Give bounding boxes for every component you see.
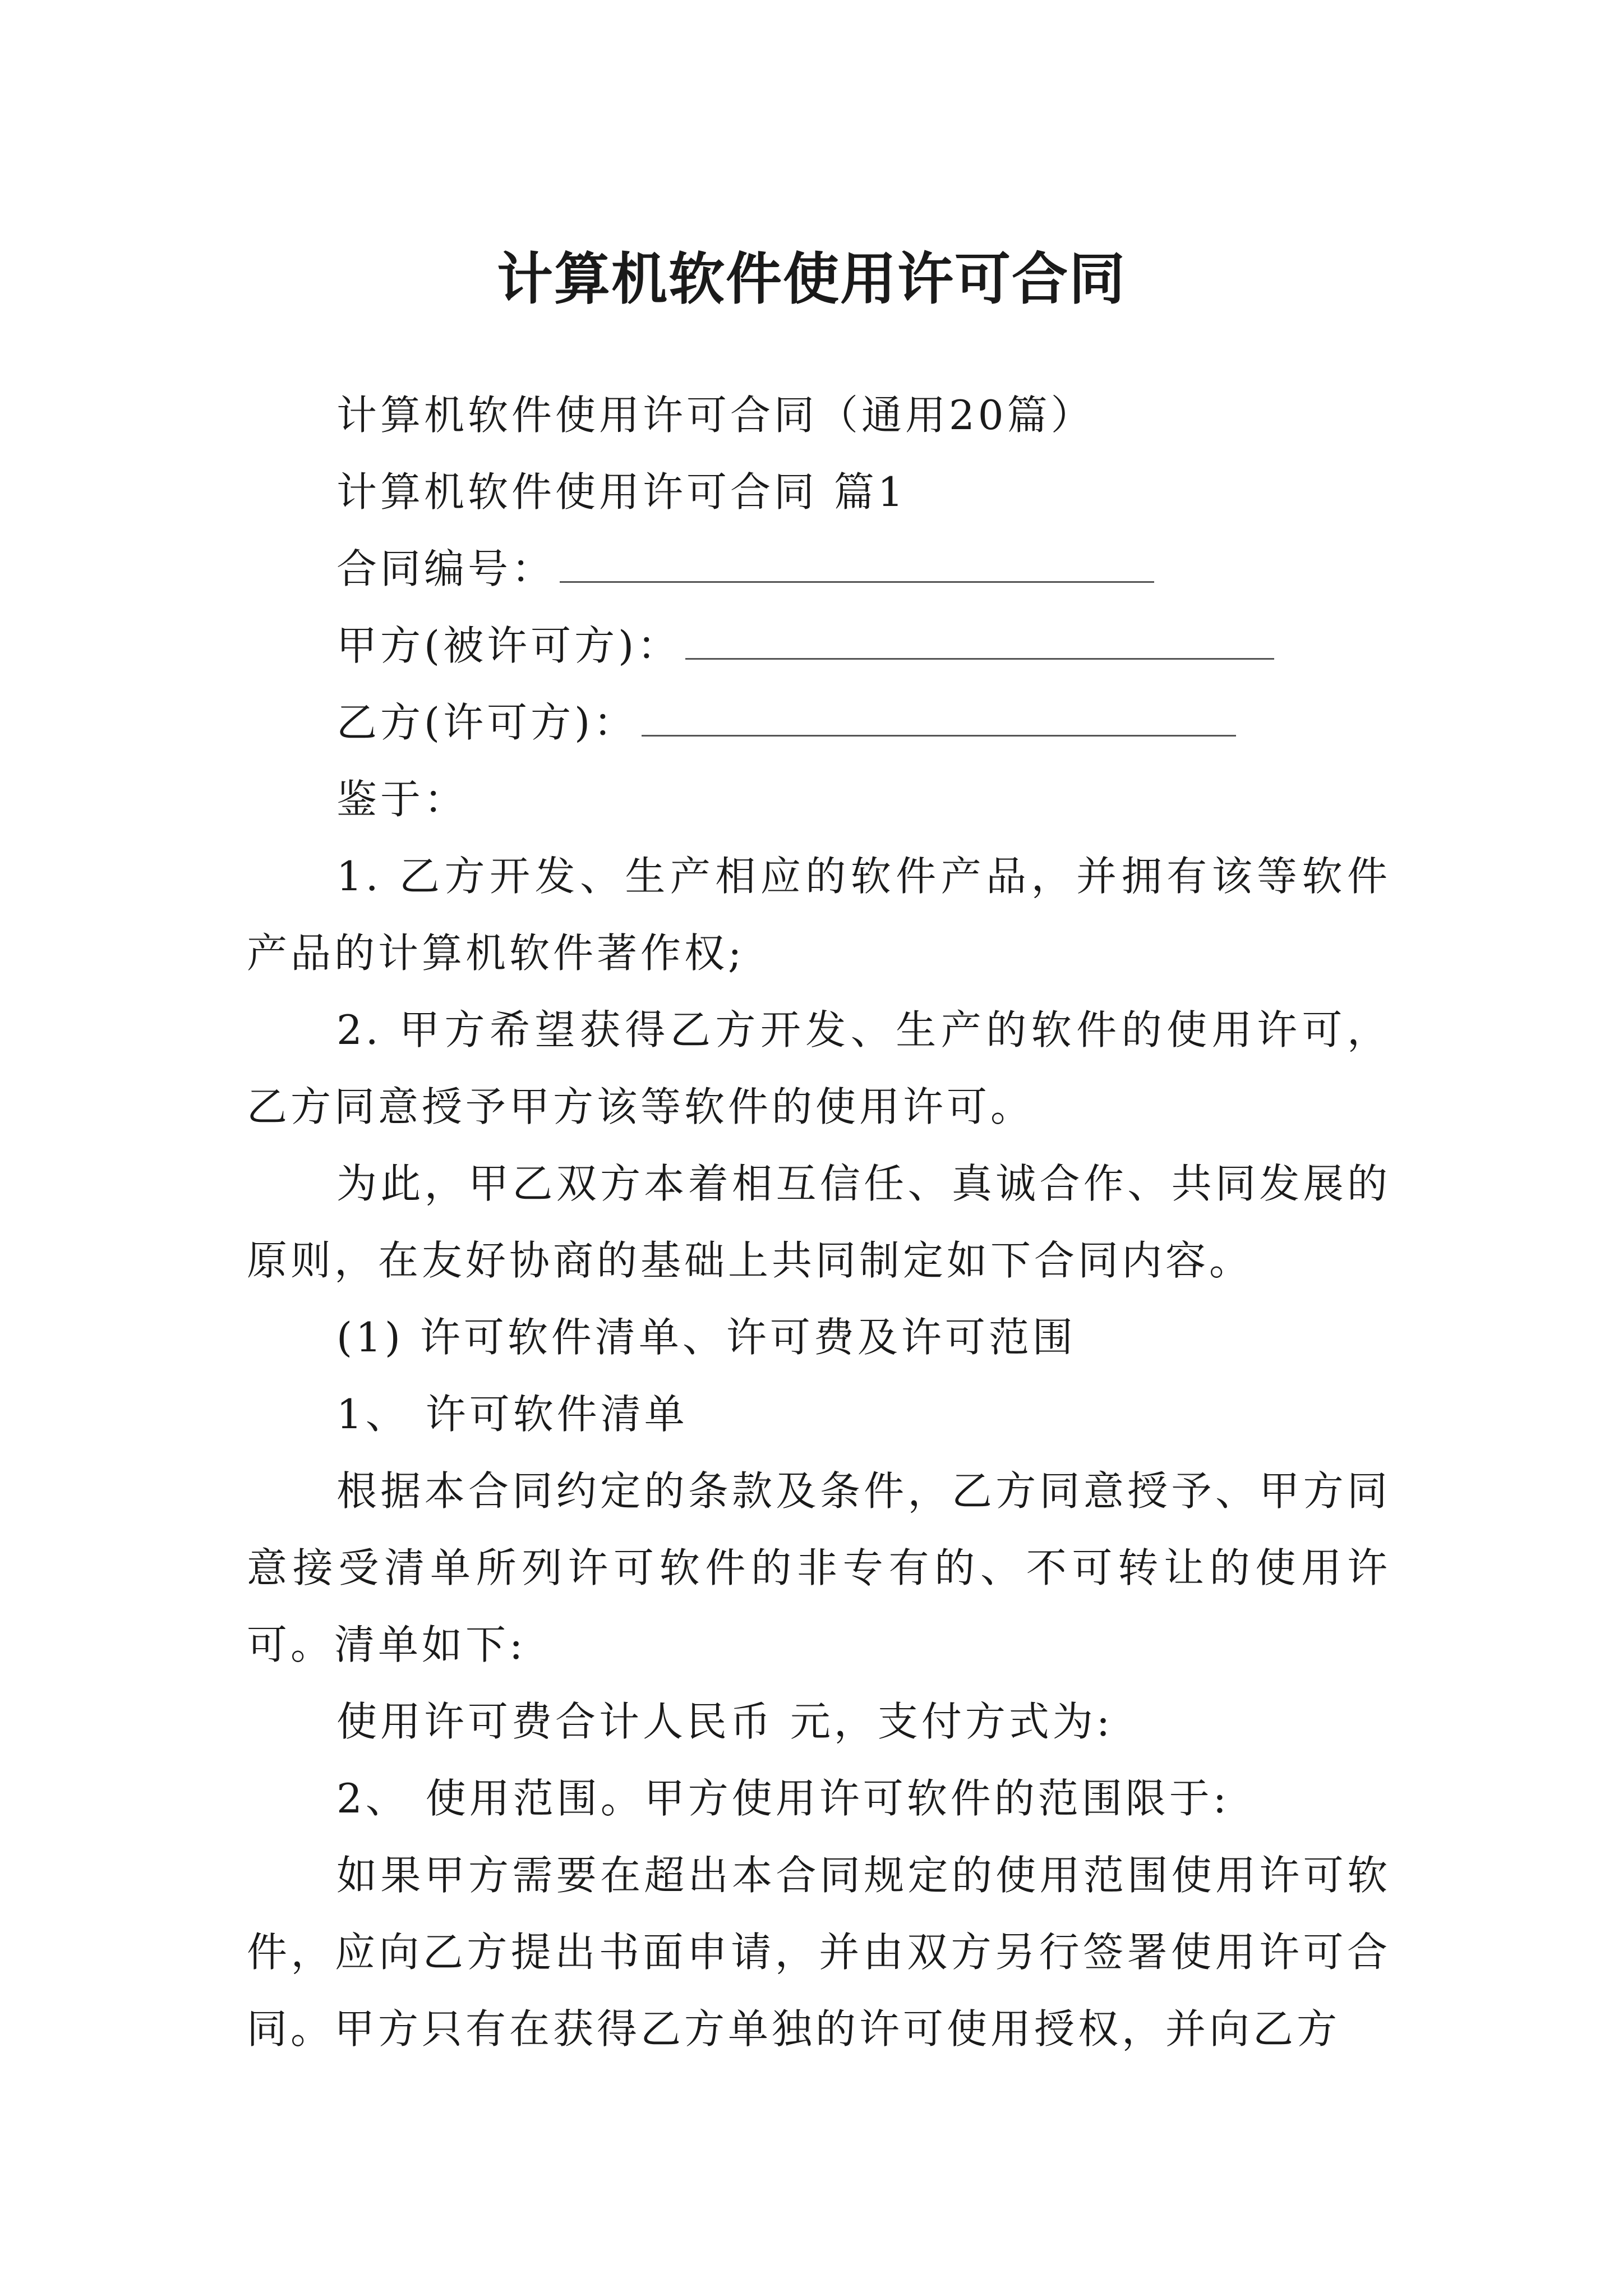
party-b-field (247, 684, 1391, 761)
party-b-label: 乙方(许可方)： (336, 699, 638, 746)
subtitle: 计算机软件使用许可合同（通用20篇） (336, 392, 1095, 439)
document-body (247, 377, 1391, 2068)
clause-2-body: 如果甲方需要在超出本合同规定的使用范围使用许可软件，应向乙方提出书面申请，并由双方另行签署使用许可合同。甲方只有在获得乙方单独的许可使用授权，并向乙方 (247, 1852, 1391, 2053)
paragraph-recital-1: 1. 乙方开发、生产相应的软件产品，并拥有该等软件产品的计算机软件著作权; (247, 853, 1391, 977)
paragraph-recital-2: 2. 甲方希望获得乙方开发、生产的软件的使用许可，乙方同意授予甲方该等软件的使用许可。 (247, 1006, 1391, 1130)
paragraph-purpose: 为此，甲乙双方本着相互信任、真诚合作、共同发展的原则，在友好协商的基础上共同制定如下合同内容。 (247, 1160, 1391, 1284)
document-title: 计算机软件使用许可合同 (497, 246, 1126, 312)
contract-number-field (247, 531, 1391, 608)
party-a-field (247, 608, 1391, 684)
clause-heading-1: (1) 许可软件清单、许可费及许可范围 (336, 1314, 1076, 1361)
clause-1-body: 根据本合同约定的条款及条件，乙方同意授予、甲方同意接受清单所列许可软件的非专有的、不可转让的使用许可。清单如下: (247, 1467, 1391, 1668)
party-b-blank (642, 734, 1236, 737)
section-heading: 计算机软件使用许可合同 篇1 (336, 468, 907, 516)
party-a-label: 甲方(被许可方)： (336, 622, 681, 669)
contract-number-label: 合同编号： (336, 545, 556, 592)
contract-number-blank (560, 581, 1154, 583)
clause-2-heading: 2、 使用范围。甲方使用许可软件的范围限于: (336, 1775, 1230, 1822)
clause-1-heading: 1、 许可软件清单 (336, 1391, 688, 1438)
license-fee-line: 使用许可费合计人民币 元，支付方式为: (336, 1698, 1114, 1745)
paragraph-whereas: 鉴于： (336, 776, 468, 823)
party-a-blank (685, 657, 1274, 660)
